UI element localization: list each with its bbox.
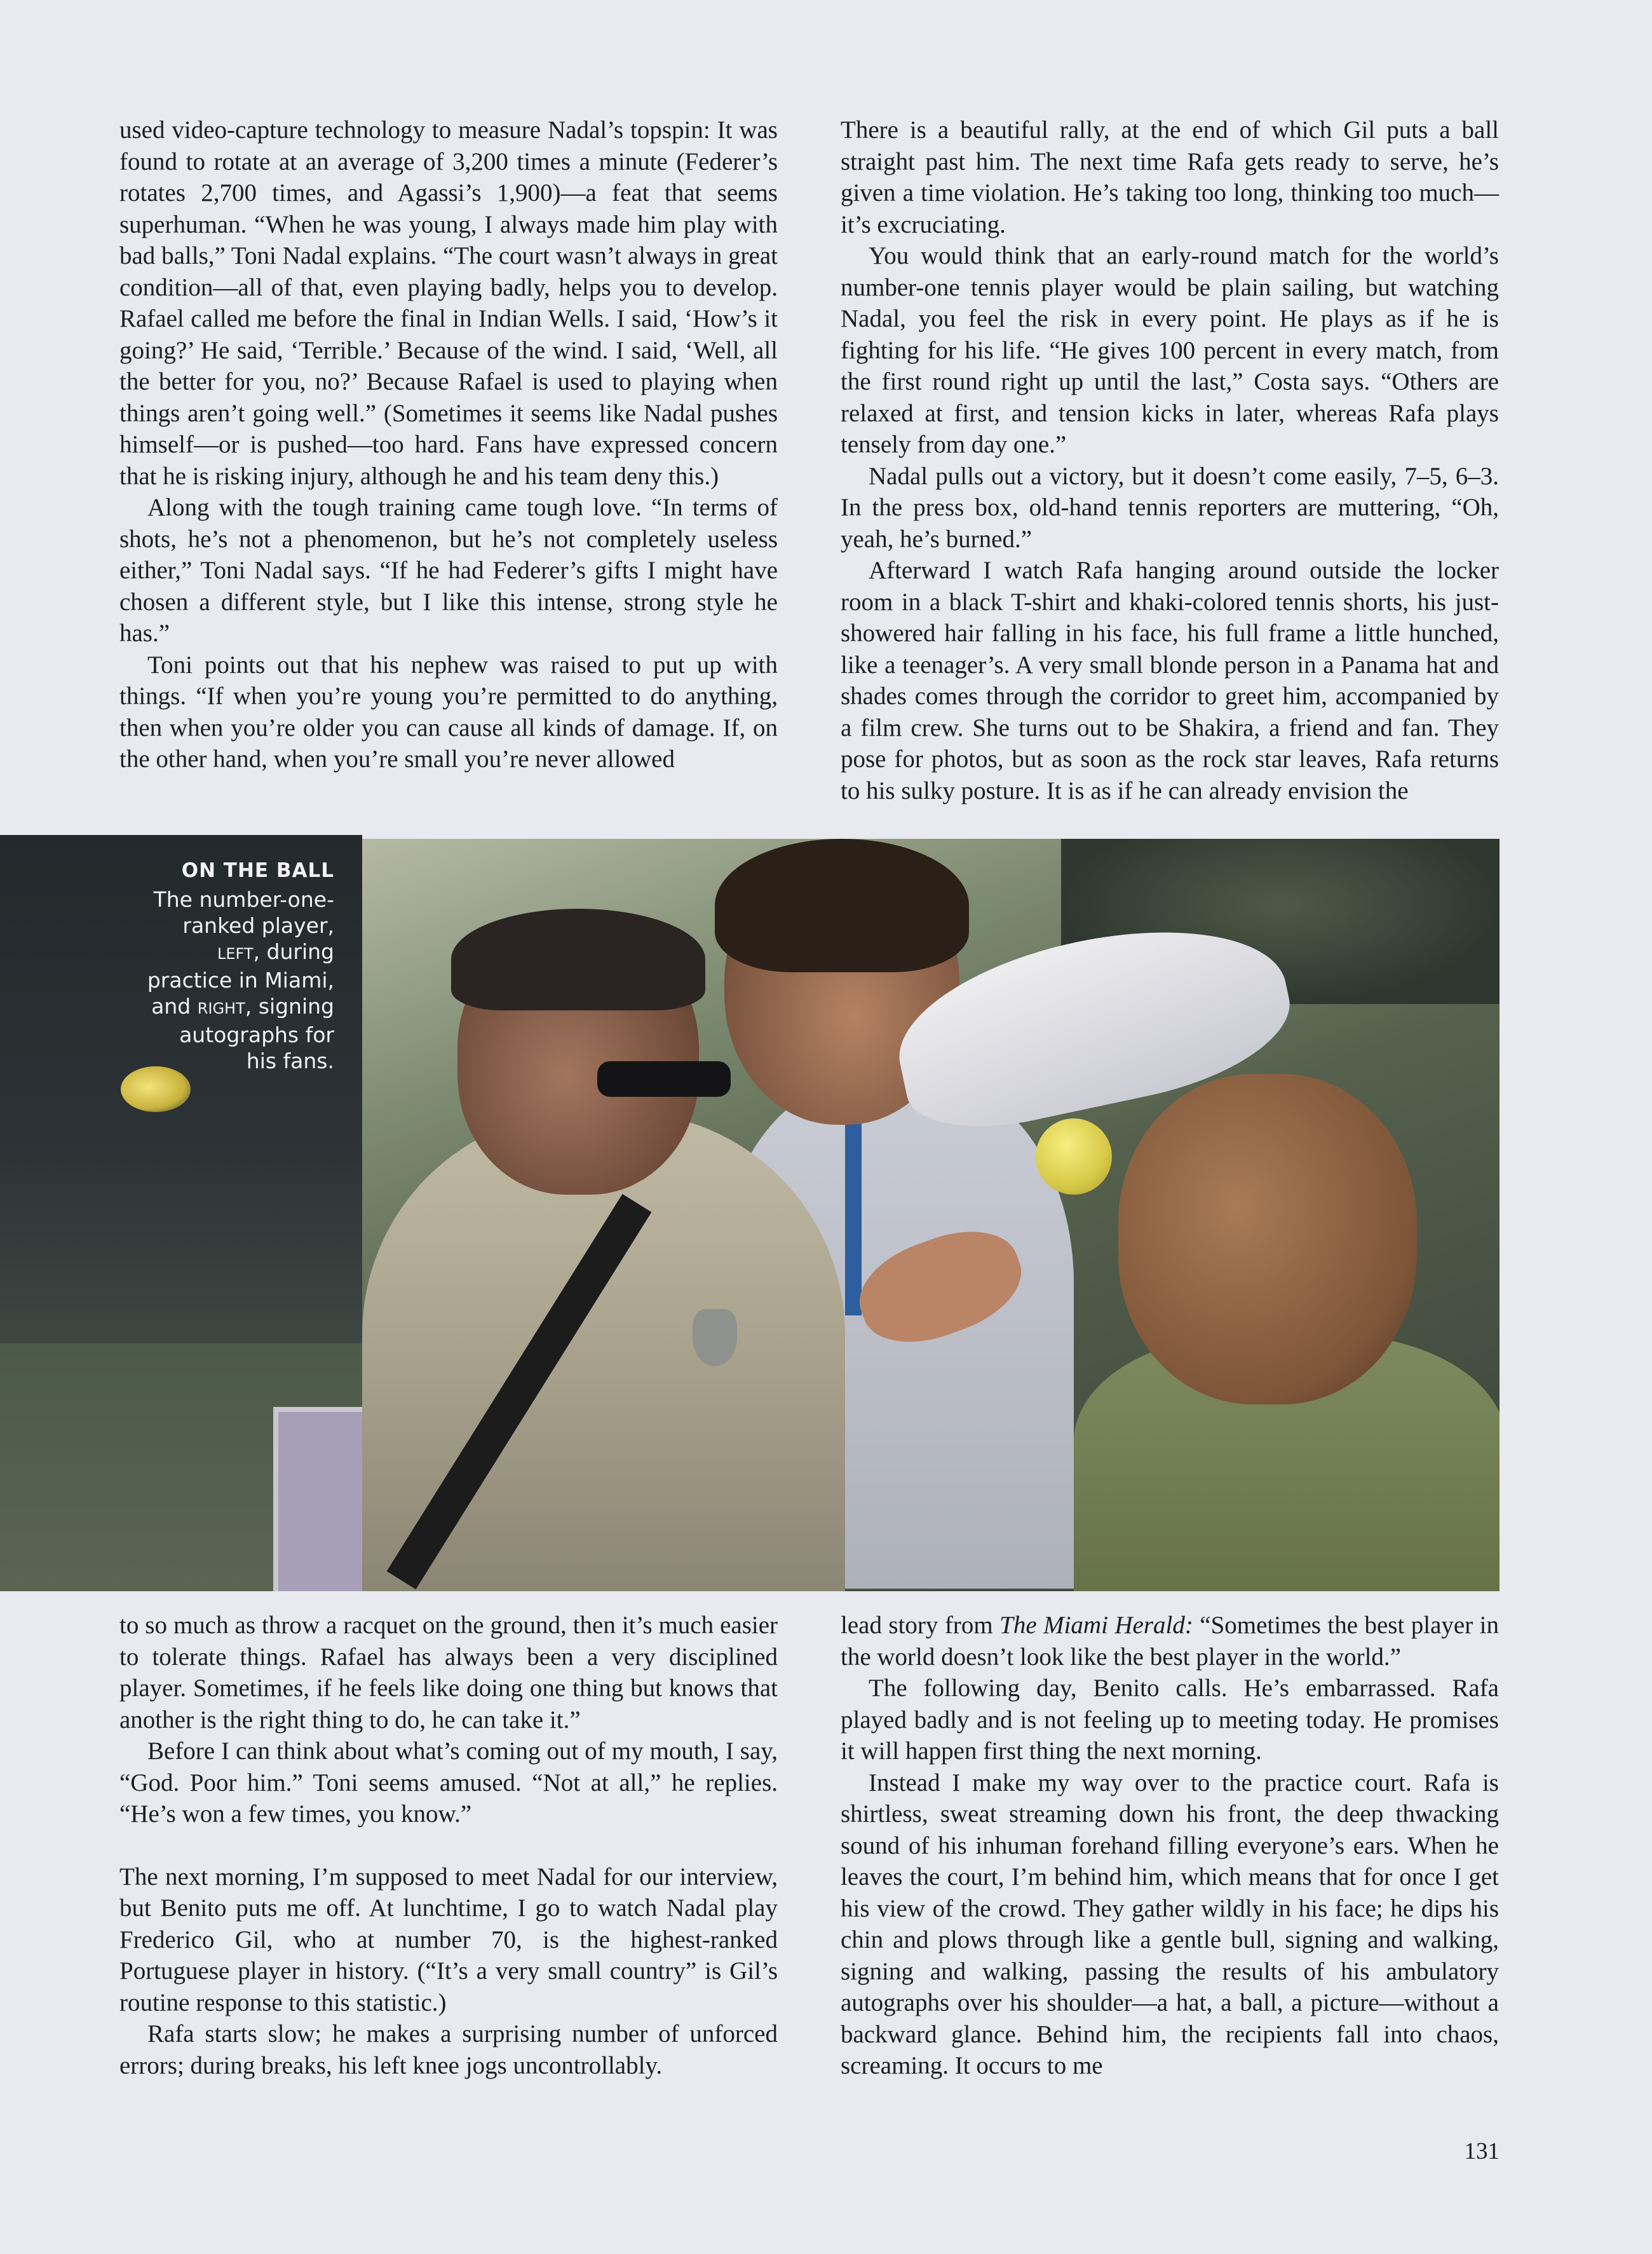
paragraph: You would think that an early-round match for the world’s number-one tennis player would be plain sailing, but watching Nadal, you feel the risk in every point. He plays as if he is fighting for his life. “He gives 100 percent in every match, from the first round right up until the last,” Costa says. “Others are relaxed at first, and tension kicks in later, whereas Rafa plays tensely from day one.” — [841, 242, 1499, 458]
paragraph: to so much as throw a racquet on the ground, then it’s much easier to tolerate things. Rafael has always been a very disciplined player. Sometimes, if he feels like doing one thing but knows that another is the right thing to do, he can take it.” — [119, 1612, 778, 1734]
caption-text: , signing autographs for his fans. — [179, 994, 334, 1073]
caption-right-word: RIGHT — [197, 1000, 245, 1017]
caption-left-word: LEFT — [217, 945, 254, 963]
article-column-top-right — [841, 114, 1499, 806]
paragraph — [841, 1610, 1499, 1673]
tennis-ball — [1036, 1118, 1112, 1195]
paragraph: There is a beautiful rally, at the end of which Gil puts a ball straight past him. The next time Rafa gets ready to serve, he’s given a time violation. He’s taking too long, thinking too much—it’s excruciating. — [841, 116, 1499, 238]
article-column-top-left — [119, 114, 778, 775]
lanyard — [845, 1106, 862, 1315]
fan-hair — [1118, 1074, 1417, 1404]
officer-badge — [693, 1309, 737, 1366]
page-number: 131 — [1464, 2138, 1500, 2164]
caption-text: The number-one-ranked player, — [153, 887, 334, 938]
paragraph: The next morning, I’m supposed to meet Nadal for our interview, but Benito puts me off. At lunchtime, I go to watch Nadal play Frederico Gil, who at number 70, is the highest-ranked Portuguese player in history. (“It’s a very small country” is Gil’s routine response to this statistic.) — [119, 1863, 778, 2016]
publication-title: The Miami Herald: — [999, 1612, 1193, 1639]
paragraph: Nadal pulls out a victory, but it doesn’t come easily, 7–5, 6–3. In the press box, old-hand tennis reporters are muttering, “Oh, yeah, he’s burned.” — [841, 462, 1499, 553]
officer-hair — [451, 909, 705, 1010]
caption-text: , during practice in Miami, and — [147, 939, 334, 1019]
autograph-photo — [362, 839, 1500, 1591]
text-run: “Sometimes the best player in the world doesn’t look like the best player in the world.” — [841, 1612, 1499, 1671]
paragraph: Rafa starts slow; he makes a surprising number of unforced errors; during breaks, his left knee jogs uncontrollably. — [119, 2020, 778, 2079]
paragraph: Instead I make my way over to the practice court. Rafa is shirtless, sweat streaming down his front, the deep thwacking sound of his inhuman forehand filling everyone’s ears. When he leaves the court, I’m behind him, which means that for once I get his view of the crowd. They gather wildly in his face; he dips his chin and plows through like a gentle bull, signing and walking, signing and walking, passing the results of his ambulatory autographs over his shoulder—a hat, a ball, a picture—without a backward glance. Behind him, the recipients fall into chaos, screaming. It occurs to me — [841, 1769, 1499, 2079]
paragraph: used video-capture technology to measure Nadal’s topspin: It was found to rotate at an average of 3,200 times a minute (Federer’s rotates 2,700 times, and Agassi’s 1,900)—a feat that seems superhuman. “When he was young, I always made him play with bad balls,” Toni Nadal explains. “The court wasn’t always in great condition—all of that, even playing badly, helps you to develop. Rafael called me before the final in Indian Wells. I said, ‘How’s it going?’ He said, ‘Terrible.’ Because of the wind. I said, ‘Well, all the better for you, no?’ Because Rafael is used to playing when things aren’t going well.” (Sometimes it seems like Nadal pushes himself—or is pushed—too hard. Fans have expressed concern that he is risking injury, although he and his team deny this.) — [119, 116, 778, 490]
photo-caption — [144, 858, 334, 1074]
text-run: lead story from — [841, 1612, 1000, 1639]
article-column-bottom-right — [841, 1610, 1499, 2082]
article-column-bottom-left — [119, 1610, 778, 2081]
practice-photo — [0, 835, 362, 1591]
court-line — [273, 1407, 362, 1591]
paragraph: Along with the tough training came tough love. “In terms of shots, he’s not a phenomenon, but he’s not completely useless either,” Toni Nadal says. “If he had Federer’s gifts I might have chosen a different style, but I like this intense, strong style he has.” — [119, 494, 778, 647]
paragraph: Before I can think about what’s coming out of my mouth, I say, “God. Poor him.” Toni seems amused. “Not at all,” he replies. “He’s won a few times, you know.” — [119, 1737, 778, 1828]
sunglasses — [597, 1061, 731, 1097]
paragraph: Afterward I watch Rafa hanging around outside the locker room in a black T-shirt and khaki-colored tennis shorts, his just-showered hair falling in his face, his full frame a little hunched, like a teenager’s. A very small blonde person in a Panama hat and shades comes through the corridor to greet him, accompanied by a film crew. She turns out to be Shakira, a friend and fan. They pose for photos, but as soon as the rock star leaves, Rafa returns to his sulky posture. It is as if he can already envision the — [841, 557, 1499, 805]
paragraph: The following day, Benito calls. He’s embarrassed. Rafa played badly and is not feeling up to meeting today. He promises it will happen first thing the next morning. — [841, 1674, 1499, 1765]
paragraph: Toni points out that his nephew was raised to put up with things. “If when you’re young you’re permitted to do anything, then when you’re older you can cause all kinds of damage. If, on the other hand, when you’re small you’re never allowed — [119, 651, 778, 773]
caption-heading: ON THE BALL — [181, 859, 334, 882]
player-hair — [715, 839, 969, 972]
